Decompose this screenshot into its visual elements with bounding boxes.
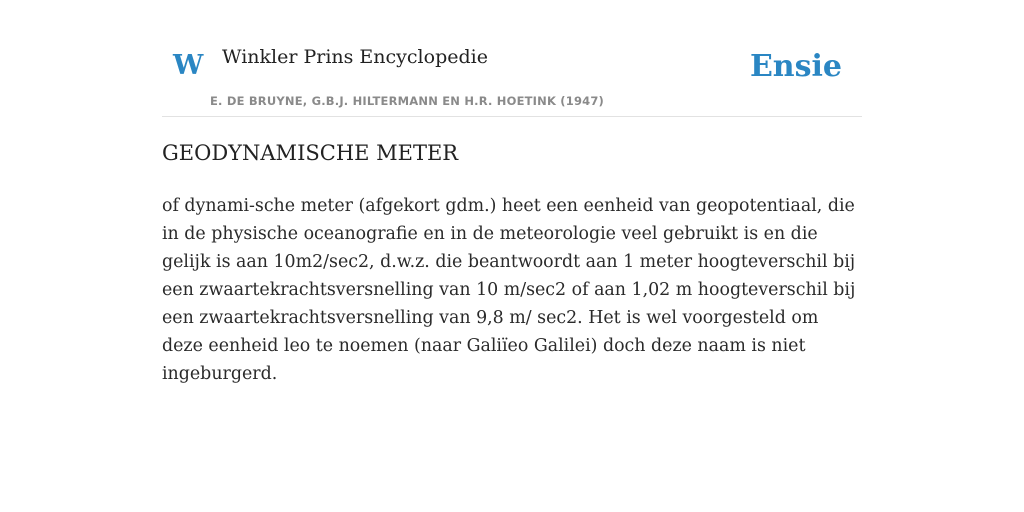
source-title[interactable]: Winkler Prins Encyclopedie <box>222 46 488 68</box>
ensie-logo-link[interactable]: Ensie <box>749 49 842 84</box>
source-authors: E. DE BRUYNE, G.B.J. HILTERMANN EN H.R. HOETINK (1947) <box>210 94 605 108</box>
article-title: GEODYNAMISCHE METER <box>162 141 459 165</box>
winkler-prins-logo[interactable]: W <box>173 50 204 81</box>
article-body: of dynami-sche meter (afgekort gdm.) heet een eenheid van geopotentiaal, die in de physische oceanografie en in de meteorologie veel gebruikt is en die gelijk is aan 10m2/sec2, d.w.z. die beantwoordt aan 1 meter hoogteverschil bij een zwaartekrachtsversnelling van 10 m/sec2 of aan 1,02 m hoogteverschil bij een zwaartekrachtsversnelling van 9,8 m/ sec2. Het is wel voorgesteld om deze eenheid leo te noemen (naar Galiïeo Galilei) doch deze naam is niet ingeburgerd. <box>162 196 856 384</box>
header <box>162 0 862 117</box>
